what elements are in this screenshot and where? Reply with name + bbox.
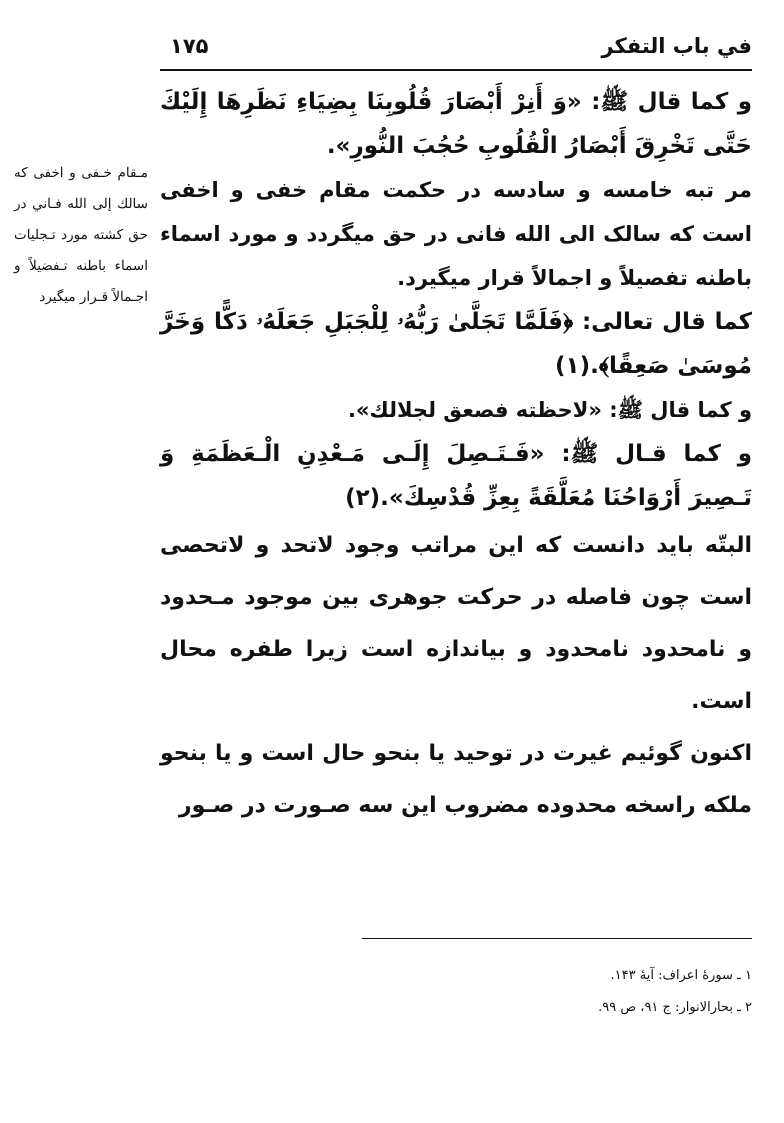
header-rule xyxy=(160,69,752,71)
paragraph-quran-verse: کما قال تعالی: ﴿فَلَمَّا تَجَلَّىٰ رَبُّهُۥ لِلْجَبَلِ جَعَلَهُۥ دَكًّا وَخَرَّ مُوسَىٰ صَعِقًا﴾.(۱) xyxy=(160,309,752,379)
margin-note: مـقام خـفی و اخفی که سالك إلی الله فـاني در حق کشته مورد تـجلیات اسماء باطنه تـفضیلاً و اجـمالاً قـرار میگیرد xyxy=(14,165,148,305)
footnote-2: ۲ ـ بحارالانوار: ج ۹۱، ص ۹۹. xyxy=(598,1000,752,1015)
main-text xyxy=(160,80,752,832)
footnote-rule xyxy=(362,938,752,939)
footnotes xyxy=(362,960,752,1024)
paragraph-hadith-3: و کما قـال ﷺ: «فَـتَـصِلَ إِلَـى مَـعْدِنِ الْـعَظَمَةِ وَ تَـصِيرَ أَرْوَاحُنَا مُعَلَّقَةً بِعِزِّ قُدْسِكَ».(۲) xyxy=(160,441,752,511)
page-number: ۱۷۵ xyxy=(170,34,209,58)
footnote-1: ۱ ـ سورهٔ اعراف: آیهٔ ۱۴۳. xyxy=(610,968,752,983)
running-header xyxy=(160,30,752,70)
paragraph-ghayrat: اکنون گوئیم غیرت در توحید یا بنحو حال است و یا بنحو ملکه راسخه محدوده مضروب این سه صـورت در صـور xyxy=(160,741,752,818)
chapter-title: في باب التفكر xyxy=(601,34,752,58)
paragraph-ranks-limitless: البتّه باید دانست که این مراتب وجود لاتحد و لاتحصی است چون فاصله در حرکت جوهری بین موجود مـحدود و نامحدود نامحدود و بیاندازه است زیرا طفره محال است. xyxy=(160,533,752,714)
paragraph-hadith-1: و کما قال ﷺ: «وَ أَنِرْ أَبْصَارَ قُلُوبِنَا بِضِيَاءِ نَظَرِهَا إِلَيْكَ حَتَّى تَخْرِقَ أَبْصَارُ الْقُلُوبِ حُجُبَ النُّورِ». xyxy=(160,89,752,159)
paragraph-rank-5-6: مر تبه خامسه و سادسه در حکمت مقام خفی و اخفی است که سالک الی الله فانی در حق میگردد و مورد اسماء باطنه تفصیلاً و اجمالاً قرار میگیرد. xyxy=(160,178,752,290)
paragraph-hadith-2: و کما قال ﷺ: «لاحظته فصعق لجلالك». xyxy=(348,398,752,422)
